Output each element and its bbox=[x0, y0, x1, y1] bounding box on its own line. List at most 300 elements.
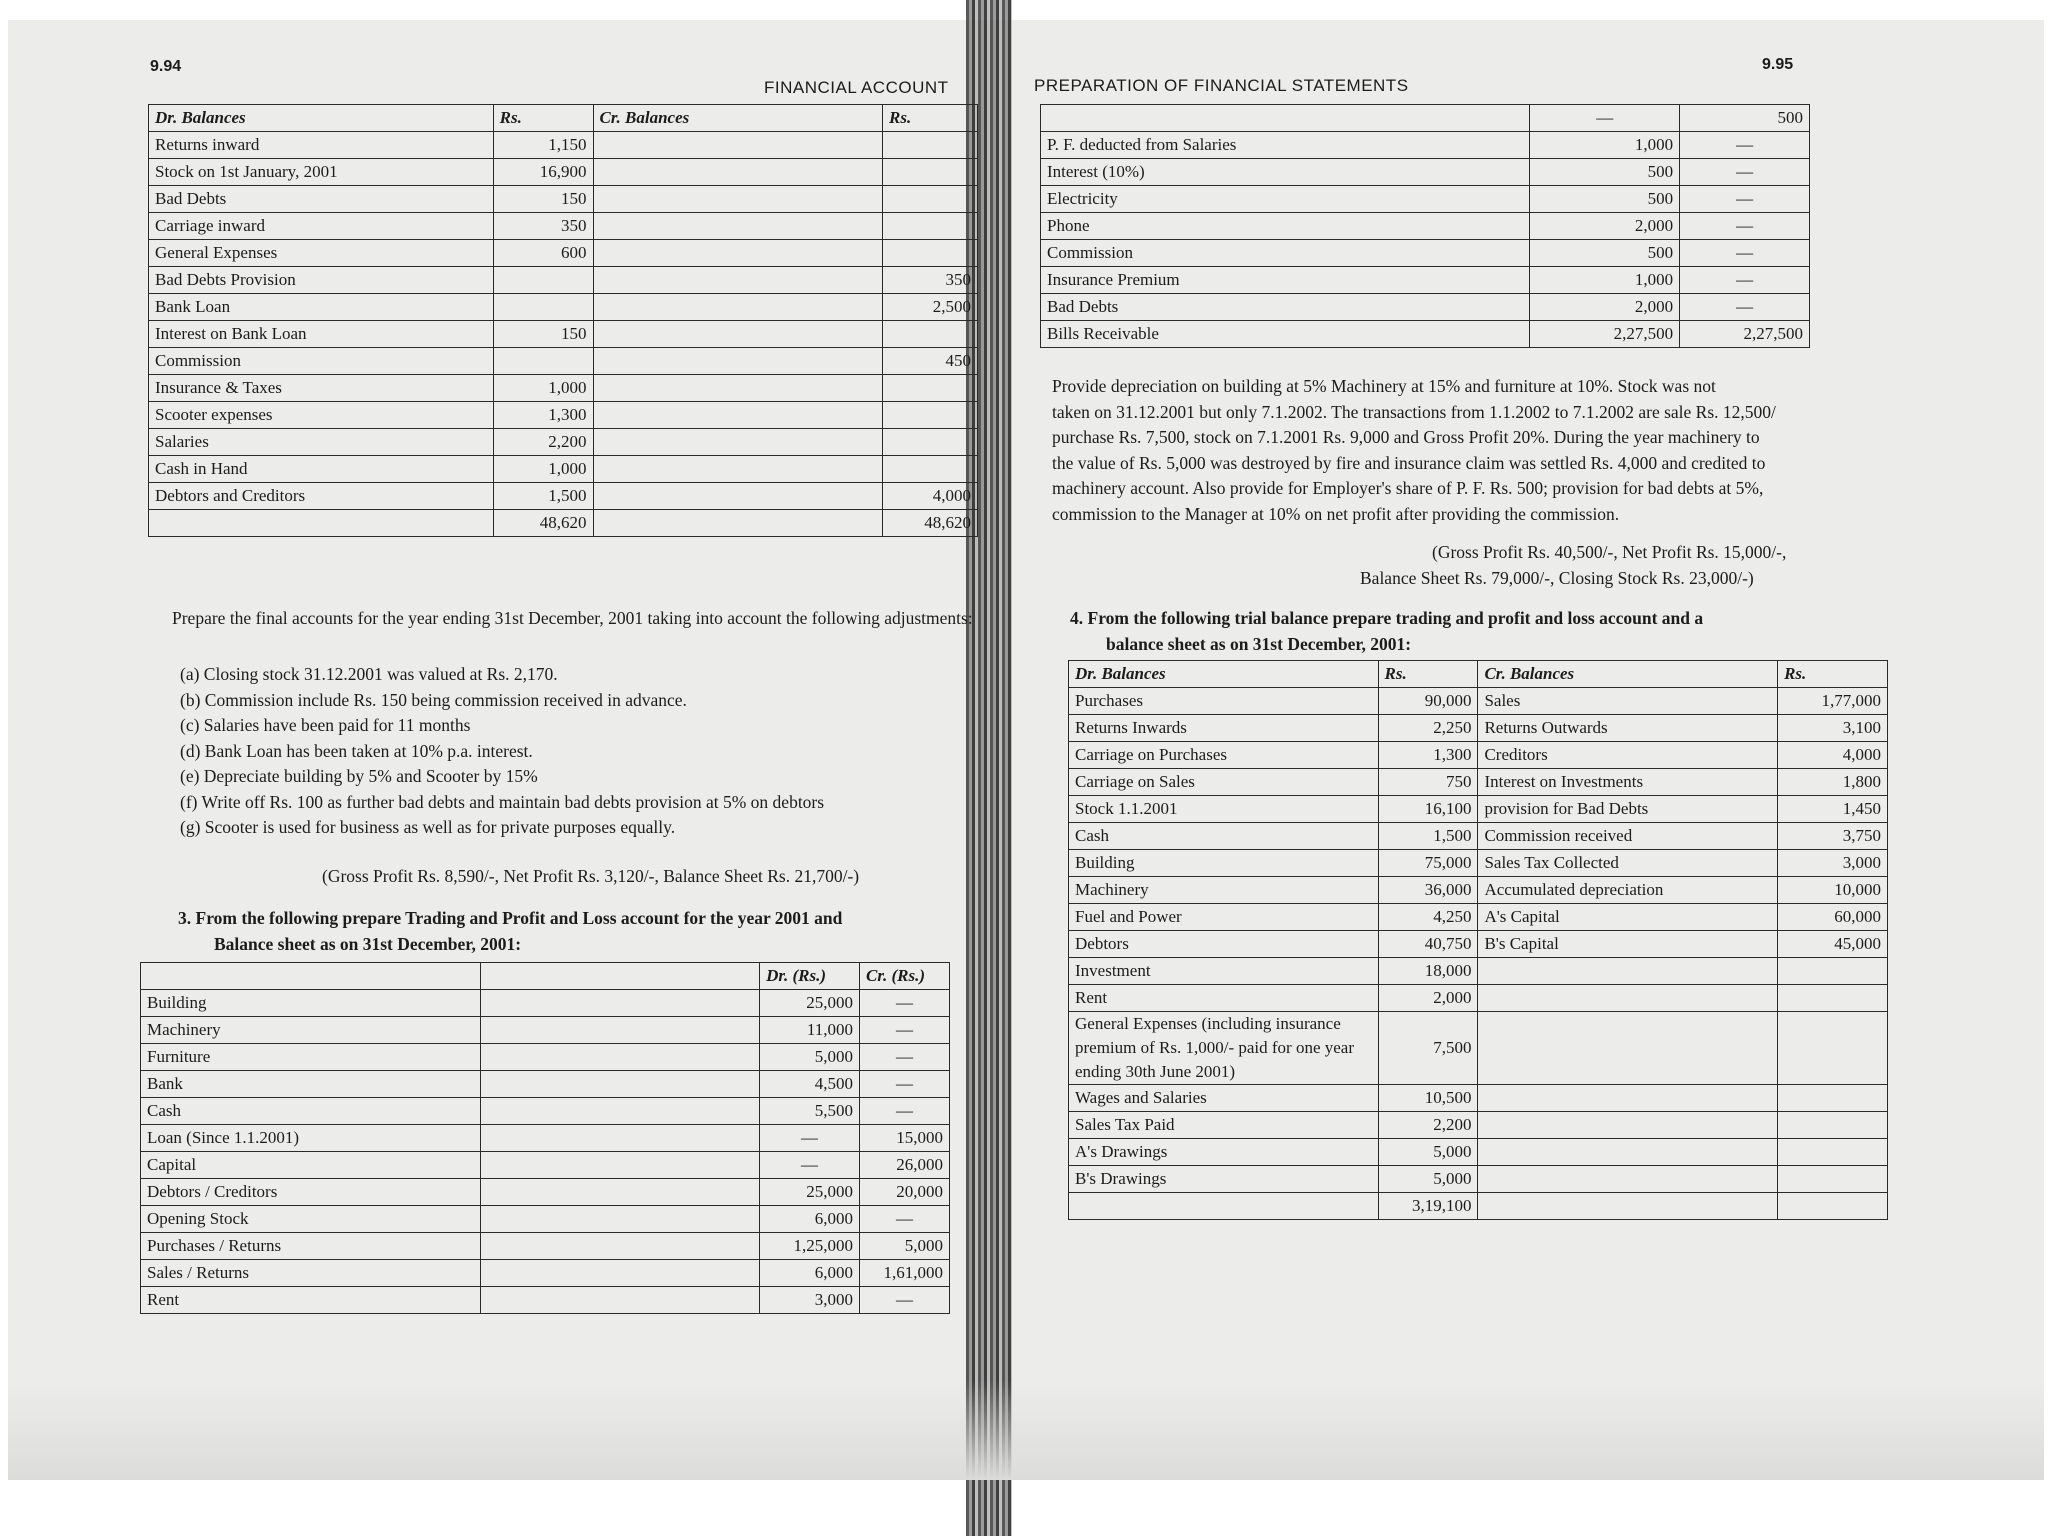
answer-question-3-line-2: Balance Sheet Rs. 79,000/-, Closing Stock Rs. 23,000/-) bbox=[1360, 568, 1754, 588]
header-dr-balances: Dr. Balances bbox=[149, 105, 494, 132]
table-row bbox=[1041, 105, 1810, 132]
table-row bbox=[141, 1206, 950, 1233]
table-cell bbox=[883, 159, 978, 186]
table-cell bbox=[480, 1152, 759, 1179]
table-cell: General Expenses (including insurance premium of Rs. 1,000/- paid for one year ending 30th June 2001) bbox=[1069, 1012, 1379, 1085]
table-cell: 350 bbox=[883, 267, 978, 294]
table-cell: 3,100 bbox=[1778, 715, 1888, 742]
table-cell: 5,000 bbox=[1378, 1139, 1478, 1166]
table-cell: 1,500 bbox=[1378, 823, 1478, 850]
table-cell: — bbox=[860, 1044, 950, 1071]
table-cell: 15,000 bbox=[860, 1125, 950, 1152]
paragraph-line: taken on 31.12.2001 but only 7.1.2002. The transactions from 1.1.2002 to 7.1.2002 are sale Rs. 12,500/ bbox=[1052, 401, 1776, 422]
table-cell: Commission bbox=[1041, 240, 1530, 267]
left-page-number: 9.94 bbox=[150, 58, 182, 75]
table-cell: 2,500 bbox=[883, 294, 978, 321]
table-cell: Purchases / Returns bbox=[141, 1233, 481, 1260]
table-cell: General Expenses bbox=[149, 240, 494, 267]
table-cell: Loan (Since 1.1.2001) bbox=[141, 1125, 481, 1152]
header-rs: Rs. bbox=[883, 105, 978, 132]
table-cell: — bbox=[1680, 186, 1810, 213]
table-cell: 150 bbox=[493, 186, 593, 213]
table-cell bbox=[1778, 1085, 1888, 1112]
table-cell: Building bbox=[141, 990, 481, 1017]
table-cell bbox=[1478, 958, 1778, 985]
table-cell: 3,19,100 bbox=[1378, 1193, 1478, 1220]
table-cell bbox=[883, 240, 978, 267]
table-cell bbox=[593, 483, 883, 510]
paragraph-line: machinery account. Also provide for Employer's share of P. F. Rs. 500; provision for bad debts at 5%, bbox=[1052, 478, 1764, 498]
table-cell: Machinery bbox=[141, 1017, 481, 1044]
table-row bbox=[141, 1098, 950, 1125]
adjustment-item: (d) Bank Loan has been taken at 10% p.a. interest. bbox=[180, 740, 533, 761]
question-2-intro: Prepare the final accounts for the year ending 31st December, 2001 taking into account the following adjustments: bbox=[172, 608, 973, 628]
table-cell bbox=[480, 1287, 759, 1314]
table-cell: Building bbox=[1069, 850, 1379, 877]
table-cell bbox=[480, 1044, 759, 1071]
table-cell bbox=[1478, 1112, 1778, 1139]
adjustment-item: (b) Commission include Rs. 150 being commission received in advance. bbox=[180, 689, 687, 710]
table-row bbox=[149, 375, 978, 402]
table-row bbox=[149, 510, 978, 537]
table-row bbox=[141, 1125, 950, 1152]
table-cell: — bbox=[1530, 105, 1680, 132]
header-rs: Rs. bbox=[493, 105, 593, 132]
table-cell: Returns Outwards bbox=[1478, 715, 1778, 742]
table-cell bbox=[593, 348, 883, 375]
table-cell: 1,77,000 bbox=[1778, 688, 1888, 715]
table-cell: Carriage on Sales bbox=[1069, 769, 1379, 796]
table-cell: Creditors bbox=[1478, 742, 1778, 769]
table-cell: Debtors / Creditors bbox=[141, 1179, 481, 1206]
table-row bbox=[1069, 769, 1888, 796]
header-dr-balances: Dr. Balances bbox=[1069, 661, 1379, 688]
table-cell: — bbox=[1680, 213, 1810, 240]
adjustment-item: (g) Scooter is used for business as well as for private purposes equally. bbox=[180, 817, 676, 837]
table-cell: 20,000 bbox=[860, 1179, 950, 1206]
table-cell bbox=[1778, 958, 1888, 985]
table-cell: B's Drawings bbox=[1069, 1166, 1379, 1193]
table-cell: 10,500 bbox=[1378, 1085, 1478, 1112]
table-row bbox=[1069, 823, 1888, 850]
table-cell: Furniture bbox=[141, 1044, 481, 1071]
table-cell: 600 bbox=[493, 240, 593, 267]
table-header-row bbox=[1069, 661, 1888, 688]
question-4-line-1: 4. From the following trial balance prepare trading and profit and loss account and a bbox=[1070, 608, 1704, 628]
table-cell bbox=[1478, 1193, 1778, 1220]
table-cell: Carriage on Purchases bbox=[1069, 742, 1379, 769]
table-row bbox=[1069, 1193, 1888, 1220]
table-cell: 18,000 bbox=[1378, 958, 1478, 985]
table-cell bbox=[1478, 985, 1778, 1012]
table-cell bbox=[480, 1017, 759, 1044]
table-cell bbox=[593, 429, 883, 456]
table-cell bbox=[149, 510, 494, 537]
table-cell: Bank Loan bbox=[149, 294, 494, 321]
table-row bbox=[141, 1017, 950, 1044]
table-cell: Fuel and Power bbox=[1069, 904, 1379, 931]
table-cell bbox=[593, 240, 883, 267]
table-cell: 2,200 bbox=[1378, 1112, 1478, 1139]
table-row bbox=[1069, 958, 1888, 985]
table-cell: 48,620 bbox=[493, 510, 593, 537]
table-cell bbox=[883, 132, 978, 159]
table-cell: 40,750 bbox=[1378, 931, 1478, 958]
table-cell: 1,300 bbox=[1378, 742, 1478, 769]
table-cell: Bank bbox=[141, 1071, 481, 1098]
table-cell: 2,000 bbox=[1530, 294, 1680, 321]
table-cell: 45,000 bbox=[1778, 931, 1888, 958]
table-cell: Electricity bbox=[1041, 186, 1530, 213]
table-row bbox=[1069, 1012, 1888, 1085]
right-page-number: 9.95 bbox=[1762, 56, 1794, 73]
table-cell: — bbox=[860, 1098, 950, 1125]
table-cell bbox=[480, 1125, 759, 1152]
table-row bbox=[1069, 850, 1888, 877]
table-cell bbox=[1478, 1012, 1778, 1085]
table-cell: 6,000 bbox=[760, 1206, 860, 1233]
adjustments-list bbox=[180, 662, 824, 841]
table-cell: 1,300 bbox=[493, 402, 593, 429]
header-blank bbox=[480, 963, 759, 990]
table-row bbox=[1069, 742, 1888, 769]
table-cell bbox=[1778, 1139, 1888, 1166]
table-cell bbox=[480, 1098, 759, 1125]
table-cell: Bad Debts bbox=[149, 186, 494, 213]
table-header-row bbox=[141, 963, 950, 990]
table-cell bbox=[593, 375, 883, 402]
table-cell: 4,000 bbox=[883, 483, 978, 510]
table-row bbox=[141, 1071, 950, 1098]
paragraph-line: commission to the Manager at 10% on net profit after providing the commission. bbox=[1052, 503, 1620, 524]
table-cell: — bbox=[860, 990, 950, 1017]
table-header-row bbox=[149, 105, 978, 132]
table-cell: Commission bbox=[149, 348, 494, 375]
table-cell bbox=[480, 1260, 759, 1287]
table-cell: 11,000 bbox=[760, 1017, 860, 1044]
table-cell: B's Capital bbox=[1478, 931, 1778, 958]
table-cell bbox=[493, 348, 593, 375]
table-row bbox=[149, 240, 978, 267]
table-cell bbox=[883, 321, 978, 348]
table-cell: Rent bbox=[141, 1287, 481, 1314]
table-cell: 25,000 bbox=[760, 990, 860, 1017]
table-cell: Debtors bbox=[1069, 931, 1379, 958]
adjustment-item: (e) Depreciate building by 5% and Scooter by 15% bbox=[180, 766, 538, 786]
table-cell: Machinery bbox=[1069, 877, 1379, 904]
table-cell: Interest on Investments bbox=[1478, 769, 1778, 796]
table-cell: 2,27,500 bbox=[1530, 321, 1680, 348]
left-running-head: FINANCIAL ACCOUNT bbox=[764, 78, 949, 97]
table-cell: 3,000 bbox=[760, 1287, 860, 1314]
table-cell: 60,000 bbox=[1778, 904, 1888, 931]
paragraph-line: purchase Rs. 7,500, stock on 7.1.2001 Rs. 9,000 and Gross Profit 20%. During the year machinery to bbox=[1052, 427, 1760, 447]
table-row bbox=[1041, 186, 1810, 213]
table-cell: Insurance & Taxes bbox=[149, 375, 494, 402]
table-row bbox=[1069, 1112, 1888, 1139]
table-cell: 4,250 bbox=[1378, 904, 1478, 931]
table-row bbox=[1069, 931, 1888, 958]
table-row bbox=[1041, 240, 1810, 267]
table-cell: Bad Debts bbox=[1041, 294, 1530, 321]
table-row bbox=[149, 429, 978, 456]
table-cell: Insurance Premium bbox=[1041, 267, 1530, 294]
page-bottom-shadow bbox=[8, 1380, 2044, 1480]
table-row bbox=[141, 1179, 950, 1206]
table-cell bbox=[1069, 1193, 1379, 1220]
table-cell: Returns inward bbox=[149, 132, 494, 159]
table-cell bbox=[593, 267, 883, 294]
table-cell: 1,000 bbox=[1530, 132, 1680, 159]
table-row bbox=[1041, 213, 1810, 240]
table-cell: 350 bbox=[493, 213, 593, 240]
table-row bbox=[149, 483, 978, 510]
table-cell: 750 bbox=[1378, 769, 1478, 796]
table-cell bbox=[1778, 1012, 1888, 1085]
table-cell: Stock 1.1.2001 bbox=[1069, 796, 1379, 823]
table-row bbox=[141, 1152, 950, 1179]
table-row bbox=[141, 990, 950, 1017]
table-cell: 1,150 bbox=[493, 132, 593, 159]
table-cell: 16,100 bbox=[1378, 796, 1478, 823]
table-cell: 1,61,000 bbox=[860, 1260, 950, 1287]
table-row bbox=[1069, 1085, 1888, 1112]
table-cell: — bbox=[860, 1287, 950, 1314]
table-cell: 1,500 bbox=[493, 483, 593, 510]
table-row bbox=[149, 267, 978, 294]
table-cell: — bbox=[1680, 267, 1810, 294]
table-row bbox=[1069, 688, 1888, 715]
table-cell: Cash bbox=[1069, 823, 1379, 850]
table-cell: 5,000 bbox=[760, 1044, 860, 1071]
table-row bbox=[149, 402, 978, 429]
table-cell bbox=[593, 132, 883, 159]
table-cell bbox=[1478, 1166, 1778, 1193]
table-row bbox=[1041, 294, 1810, 321]
table-row bbox=[149, 456, 978, 483]
table-cell: — bbox=[1680, 132, 1810, 159]
table-cell: 2,250 bbox=[1378, 715, 1478, 742]
table-cell: Sales Tax Collected bbox=[1478, 850, 1778, 877]
table-cell: A's Drawings bbox=[1069, 1139, 1379, 1166]
table-cell: 26,000 bbox=[860, 1152, 950, 1179]
table-cell: Accumulated depreciation bbox=[1478, 877, 1778, 904]
table-cell: 500 bbox=[1530, 159, 1680, 186]
table-row bbox=[1069, 904, 1888, 931]
table-row bbox=[141, 1287, 950, 1314]
table-row bbox=[1041, 132, 1810, 159]
table-cell: 2,000 bbox=[1378, 985, 1478, 1012]
answer-question-3-line-1: (Gross Profit Rs. 40,500/-, Net Profit Rs. 15,000/-, bbox=[1432, 542, 1787, 562]
table-cell bbox=[883, 456, 978, 483]
table-cell bbox=[593, 321, 883, 348]
table-cell: Debtors and Creditors bbox=[149, 483, 494, 510]
header-cr-balances: Cr. Balances bbox=[1478, 661, 1778, 688]
paragraph-line: Provide depreciation on building at 5% Machinery at 15% and furniture at 10%. Stock was not bbox=[1052, 376, 1716, 396]
table-row bbox=[1069, 985, 1888, 1012]
table-cell bbox=[480, 1233, 759, 1260]
table-cell: 36,000 bbox=[1378, 877, 1478, 904]
table-cell: P. F. deducted from Salaries bbox=[1041, 132, 1530, 159]
table-cell: Wages and Salaries bbox=[1069, 1085, 1379, 1112]
table-cell: — bbox=[860, 1206, 950, 1233]
table-cell bbox=[1478, 1085, 1778, 1112]
table-cell: provision for Bad Debts bbox=[1478, 796, 1778, 823]
table-cell: Carriage inward bbox=[149, 213, 494, 240]
header-rs: Rs. bbox=[1778, 661, 1888, 688]
table-cell bbox=[593, 510, 883, 537]
table-row bbox=[1041, 321, 1810, 348]
table-cell: 3,750 bbox=[1778, 823, 1888, 850]
paragraph-line: the value of Rs. 5,000 was destroyed by fire and insurance claim was settled Rs. 4,000 and credited to bbox=[1052, 452, 1766, 473]
table-cell: 4,500 bbox=[760, 1071, 860, 1098]
table-cell bbox=[883, 213, 978, 240]
table-cell: — bbox=[760, 1152, 860, 1179]
trial-balance-table-2 bbox=[148, 104, 978, 537]
table-cell: Stock on 1st January, 2001 bbox=[149, 159, 494, 186]
table-cell: 2,27,500 bbox=[1680, 321, 1810, 348]
table-cell bbox=[883, 429, 978, 456]
table-row bbox=[149, 294, 978, 321]
table-row bbox=[1069, 715, 1888, 742]
table-cell: 6,000 bbox=[760, 1260, 860, 1287]
question-3-table bbox=[140, 962, 950, 1314]
table-cell: Rent bbox=[1069, 985, 1379, 1012]
table-row bbox=[1069, 1166, 1888, 1193]
table-cell: 7,500 bbox=[1378, 1012, 1478, 1085]
table-row bbox=[141, 1233, 950, 1260]
table-cell: 5,500 bbox=[760, 1098, 860, 1125]
table-row bbox=[141, 1260, 950, 1287]
table-cell bbox=[1041, 105, 1530, 132]
question-3-adjustments bbox=[1052, 374, 1776, 527]
table-cell: 10,000 bbox=[1778, 877, 1888, 904]
table-cell: Scooter expenses bbox=[149, 402, 494, 429]
table-cell: — bbox=[1680, 159, 1810, 186]
table-row bbox=[149, 321, 978, 348]
table-cell: Returns Inwards bbox=[1069, 715, 1379, 742]
table-cell bbox=[883, 402, 978, 429]
table-cell: — bbox=[860, 1071, 950, 1098]
question-4-trial-balance-table bbox=[1068, 660, 1888, 1220]
table-cell: 450 bbox=[883, 348, 978, 375]
table-row bbox=[1069, 1139, 1888, 1166]
table-cell: Bills Receivable bbox=[1041, 321, 1530, 348]
table-cell bbox=[1778, 985, 1888, 1012]
adjustment-item: (a) Closing stock 31.12.2001 was valued at Rs. 2,170. bbox=[180, 664, 558, 684]
answer-question-2: (Gross Profit Rs. 8,590/-, Net Profit Rs. 3,120/-, Balance Sheet Rs. 21,700/-) bbox=[322, 866, 860, 886]
table-cell: Sales bbox=[1478, 688, 1778, 715]
table-cell: Phone bbox=[1041, 213, 1530, 240]
table-cell: Investment bbox=[1069, 958, 1379, 985]
table-cell: Purchases bbox=[1069, 688, 1379, 715]
table-cell: 1,800 bbox=[1778, 769, 1888, 796]
table-cell: 2,000 bbox=[1530, 213, 1680, 240]
table-cell: Opening Stock bbox=[141, 1206, 481, 1233]
table-cell: 2,200 bbox=[493, 429, 593, 456]
adjustment-item: (f) Write off Rs. 100 as further bad debts and maintain bad debts provision at 5% on debtors bbox=[180, 791, 825, 812]
table-cell bbox=[480, 1206, 759, 1233]
table-row bbox=[1041, 159, 1810, 186]
table-cell: 48,620 bbox=[883, 510, 978, 537]
table-row bbox=[149, 159, 978, 186]
table-cell bbox=[480, 1071, 759, 1098]
table-cell: 90,000 bbox=[1378, 688, 1478, 715]
table-cell bbox=[493, 267, 593, 294]
header-blank bbox=[141, 963, 481, 990]
table-row bbox=[149, 348, 978, 375]
table-cell bbox=[493, 294, 593, 321]
table-cell: Sales / Returns bbox=[141, 1260, 481, 1287]
table-cell: 4,000 bbox=[1778, 742, 1888, 769]
table-row bbox=[141, 1044, 950, 1071]
table-cell bbox=[593, 186, 883, 213]
table-cell bbox=[593, 294, 883, 321]
table-cell: 3,000 bbox=[1778, 850, 1888, 877]
table-cell: Interest on Bank Loan bbox=[149, 321, 494, 348]
table-cell: Interest (10%) bbox=[1041, 159, 1530, 186]
table-cell: 500 bbox=[1530, 240, 1680, 267]
question-3-line-1: 3. From the following prepare Trading and Profit and Loss account for the year 2001 and bbox=[178, 908, 843, 928]
table-row bbox=[1069, 877, 1888, 904]
table-cell: 500 bbox=[1680, 105, 1810, 132]
table-cell bbox=[593, 402, 883, 429]
table-cell: 1,000 bbox=[493, 456, 593, 483]
table-cell: — bbox=[1680, 240, 1810, 267]
table-cell: 75,000 bbox=[1378, 850, 1478, 877]
table-cell: 1,000 bbox=[493, 375, 593, 402]
table-cell: A's Capital bbox=[1478, 904, 1778, 931]
table-cell bbox=[593, 213, 883, 240]
trial-balance-continued-table bbox=[1040, 104, 1810, 348]
header-cr-rs: Cr. (Rs.) bbox=[860, 963, 950, 990]
table-cell bbox=[480, 990, 759, 1017]
header-rs: Rs. bbox=[1378, 661, 1478, 688]
table-cell: 150 bbox=[493, 321, 593, 348]
table-cell: 1,25,000 bbox=[760, 1233, 860, 1260]
table-cell: Capital bbox=[141, 1152, 481, 1179]
header-dr-rs: Dr. (Rs.) bbox=[760, 963, 860, 990]
table-cell: Salaries bbox=[149, 429, 494, 456]
table-cell: 16,900 bbox=[493, 159, 593, 186]
table-row bbox=[149, 213, 978, 240]
table-row bbox=[1041, 267, 1810, 294]
question-3-line-2: Balance sheet as on 31st December, 2001: bbox=[214, 934, 522, 954]
table-cell: — bbox=[860, 1017, 950, 1044]
table-cell: 1,450 bbox=[1778, 796, 1888, 823]
table-cell: 5,000 bbox=[860, 1233, 950, 1260]
question-4-line-2: balance sheet as on 31st December, 2001: bbox=[1106, 634, 1412, 654]
adjustment-item: (c) Salaries have been paid for 11 months bbox=[180, 715, 471, 735]
table-cell: 1,000 bbox=[1530, 267, 1680, 294]
table-cell bbox=[480, 1179, 759, 1206]
table-cell bbox=[593, 159, 883, 186]
table-cell bbox=[1778, 1193, 1888, 1220]
table-row bbox=[149, 186, 978, 213]
table-cell: Sales Tax Paid bbox=[1069, 1112, 1379, 1139]
table-cell bbox=[883, 186, 978, 213]
table-cell: 500 bbox=[1530, 186, 1680, 213]
table-cell: — bbox=[1680, 294, 1810, 321]
header-cr-balances: Cr. Balances bbox=[593, 105, 883, 132]
table-cell: Bad Debts Provision bbox=[149, 267, 494, 294]
table-cell: Cash bbox=[141, 1098, 481, 1125]
table-cell bbox=[593, 456, 883, 483]
table-cell: 25,000 bbox=[760, 1179, 860, 1206]
table-cell bbox=[1778, 1112, 1888, 1139]
table-cell: 5,000 bbox=[1378, 1166, 1478, 1193]
table-cell bbox=[1778, 1166, 1888, 1193]
